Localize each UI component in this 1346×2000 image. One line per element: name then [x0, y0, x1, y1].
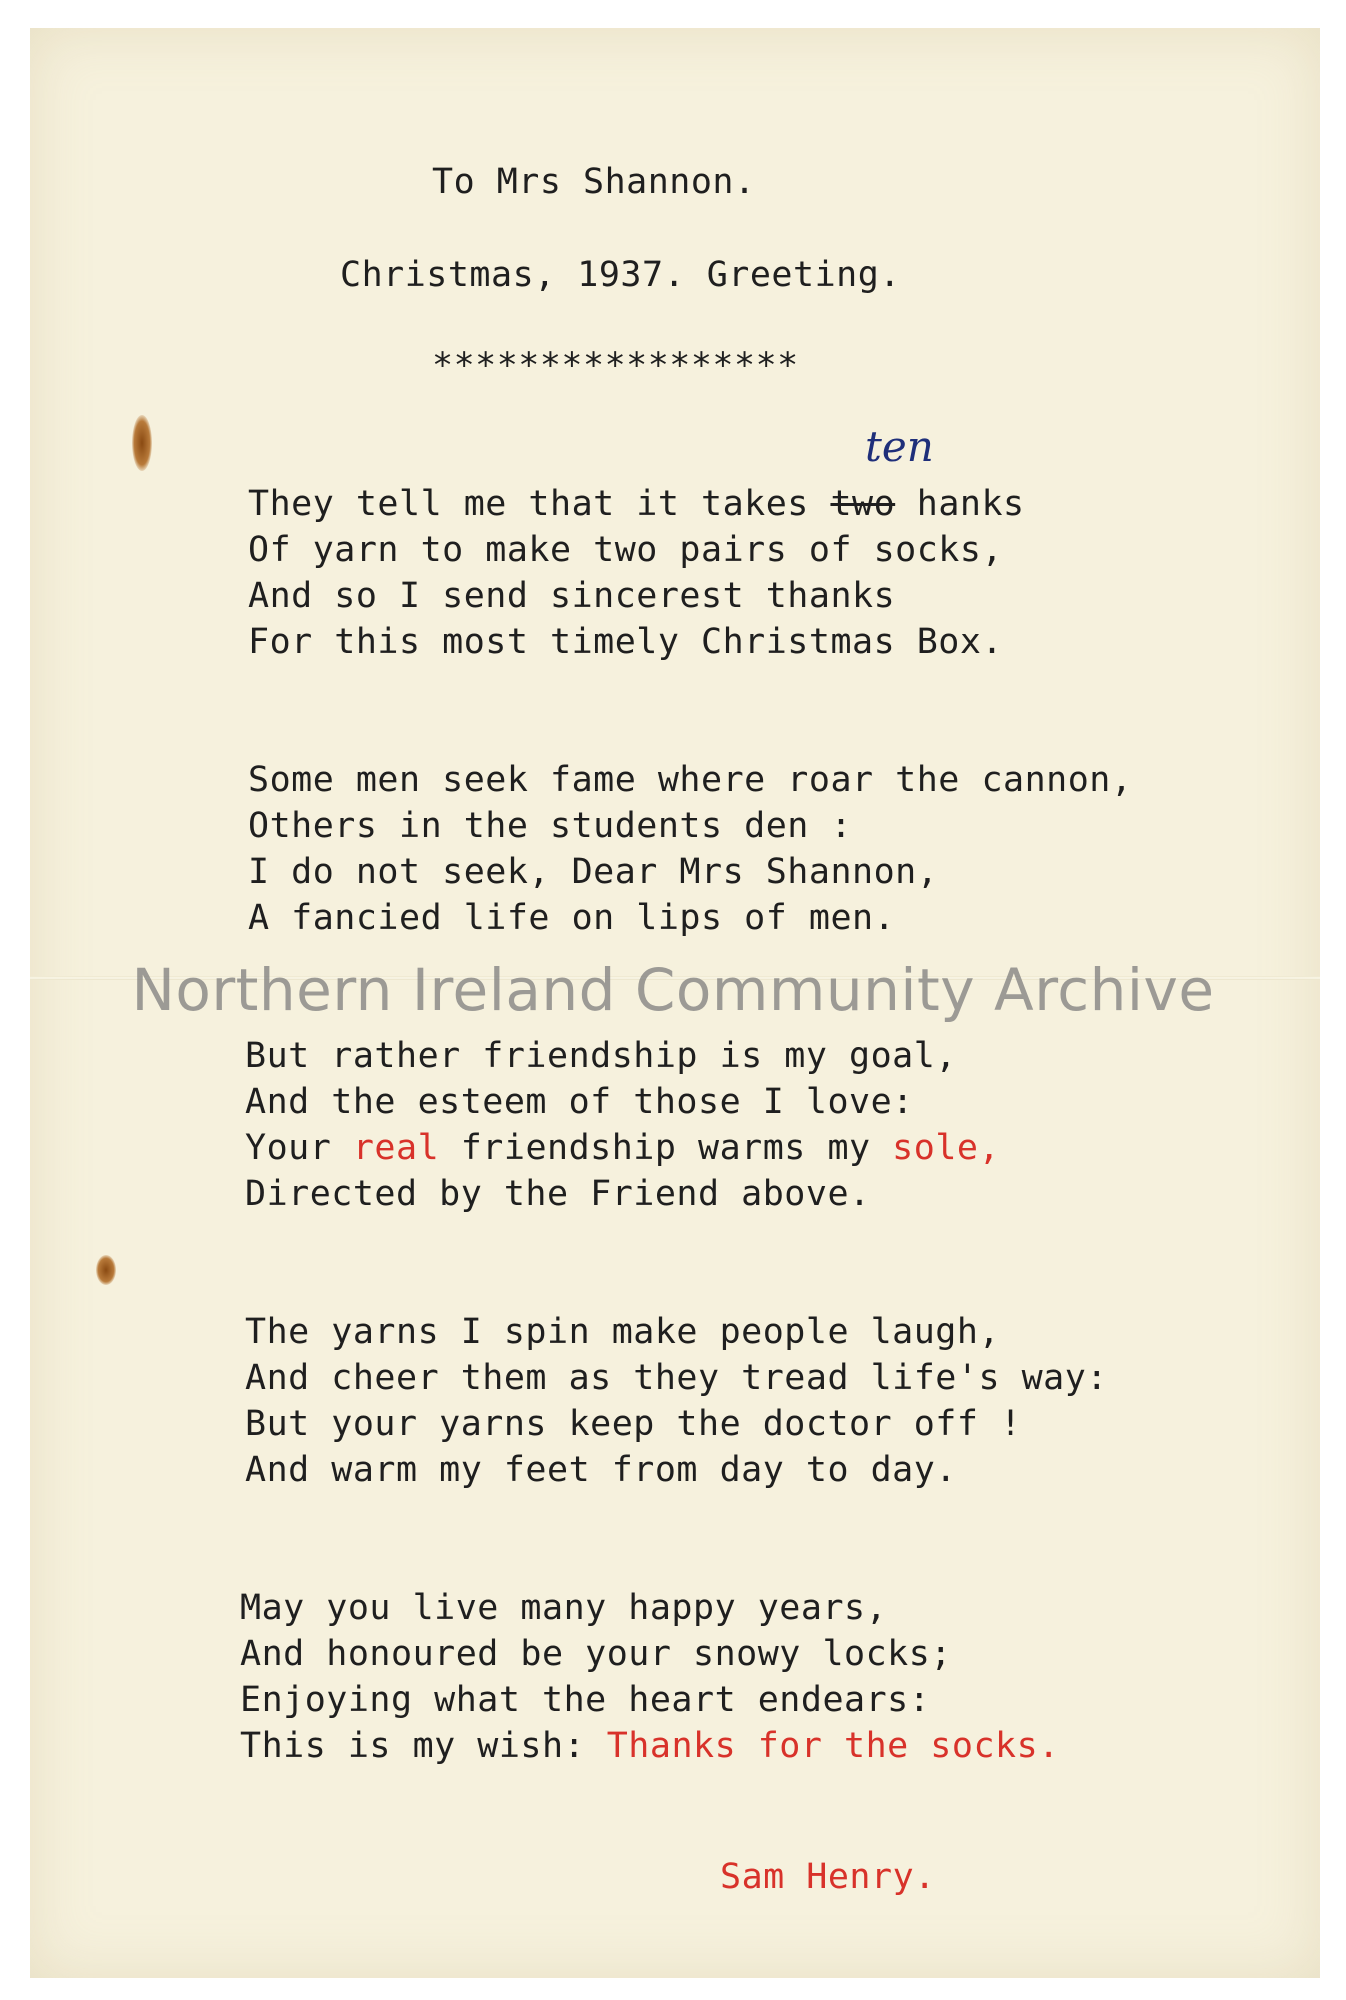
poem-line: But your yarns keep the doctor off ! [245, 1404, 1022, 1444]
ink-stain [132, 415, 152, 471]
asterisk-divider: ***************** [432, 346, 799, 386]
recipient-line: To Mrs Shannon. [432, 162, 756, 202]
poem-line: May you live many happy years, [240, 1588, 888, 1628]
poem-line: Others in the students den : [248, 806, 853, 846]
ink-stain [96, 1255, 116, 1285]
struck-word: two [830, 484, 896, 524]
poem-line: A fancied life on lips of men. [248, 898, 896, 938]
poem-text: They tell me that it takes [248, 484, 831, 524]
poem-line: But rather friendship is my goal, [245, 1036, 957, 1076]
poem-line: And cheer them as they tread life's way: [245, 1358, 1108, 1398]
poem-line: The yarns I spin make people laugh, [245, 1312, 1001, 1352]
poem-text: Your [245, 1128, 353, 1168]
poem-text: This is my wish: [240, 1726, 607, 1766]
archive-watermark: Northern Ireland Community Archive [131, 956, 1215, 1024]
greeting-line: Christmas, 1937. Greeting. [340, 255, 901, 295]
poem-line: I do not seek, Dear Mrs Shannon, [248, 852, 939, 892]
handwritten-correction: ten [865, 422, 934, 471]
poem-line: And honoured be your snowy locks; [240, 1634, 952, 1674]
poem-line [248, 484, 1025, 524]
poem-line: And the esteem of those I love: [245, 1082, 914, 1122]
poem-line: Directed by the Friend above. [245, 1174, 871, 1214]
poem-line: Of yarn to make two pairs of socks, [248, 530, 1004, 570]
poem-line: And warm my feet from day to day. [245, 1450, 957, 1490]
signature: Sam Henry. [720, 1857, 936, 1897]
poem-line: Enjoying what the heart endears: [240, 1680, 931, 1720]
poem-text: friendship warms my [439, 1128, 893, 1168]
poem-line [245, 1128, 1000, 1168]
poem-line [240, 1726, 1060, 1766]
red-phrase: Thanks for the socks. [606, 1726, 1060, 1766]
poem-text: hanks [895, 484, 1025, 524]
red-word: real [352, 1128, 440, 1168]
poem-line: For this most timely Christmas Box. [248, 622, 1004, 662]
red-word: sole, [892, 1128, 1001, 1168]
poem-line: And so I send sincerest thanks [248, 576, 896, 616]
poem-line: Some men seek fame where roar the cannon, [248, 760, 1133, 800]
